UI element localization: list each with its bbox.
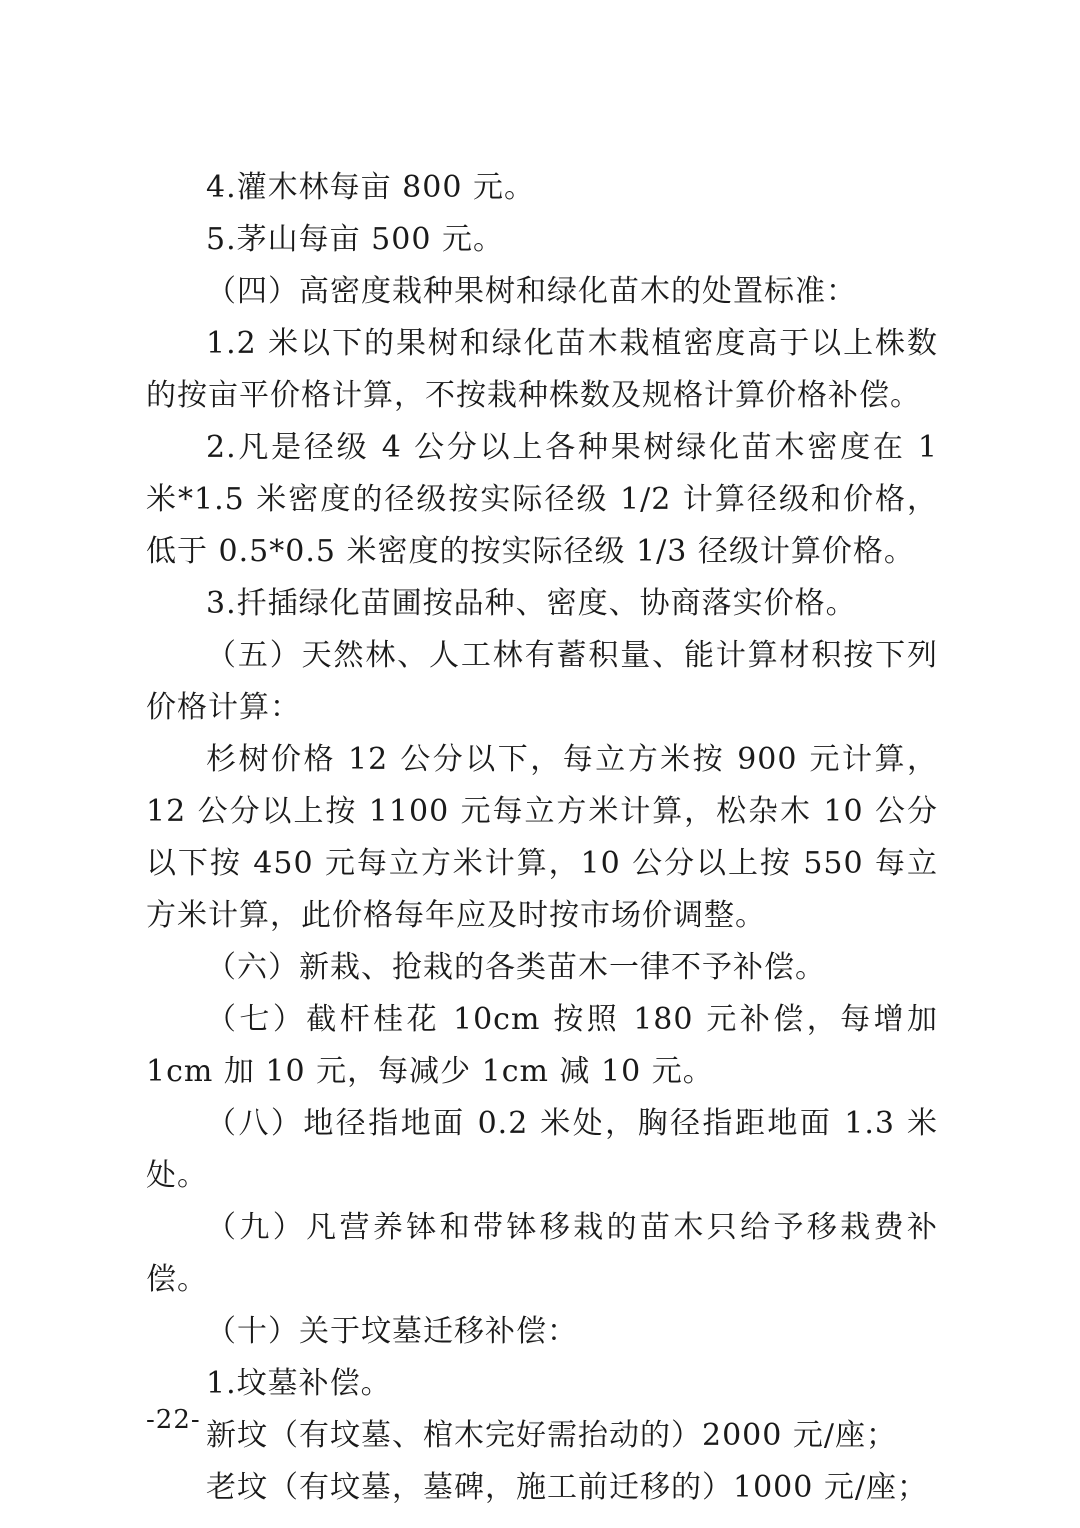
page-number: -22- xyxy=(146,1405,201,1435)
section-new-planting: （六）新栽、抢栽的各类苗木一律不予补偿。 xyxy=(206,950,826,985)
paragraph-high-density-rule-2: 2.凡是径级 4 公分以上各种果树绿化苗木密度在 1 米*1.5 米密度的径级按实际径级 1/2 计算径级和价格，低于 0.5*0.5 米密度的按实际径级 1/3 径级计算价格。 xyxy=(146,430,938,569)
paragraph-grassland-rate: 5.茅山每亩 500 元。 xyxy=(206,222,504,257)
section-heading-grave-relocation: （十）关于坟墓迁移补偿： xyxy=(206,1314,578,1349)
paragraph-timber-prices: 杉树价格 12 公分以下，每立方米按 900 元计算，12 公分以上按 1100 元每立方米计算，松杂木 10 公分以下按 450 元每立方米计算，10 公分以上按 550 每立方米计算，此价格每年应及时按市场价调整。 xyxy=(146,742,938,933)
body-text xyxy=(146,162,938,1514)
section-pot-seedlings: （九）凡营养钵和带钵移栽的苗木只给予移栽费补偿。 xyxy=(146,1210,938,1297)
paragraph-new-grave-rate: 新坟（有坟墓、棺木完好需抬动的）2000 元/座； xyxy=(206,1418,897,1453)
section-osmanthus: （七）截杆桂花 10cm 按照 180 元补偿，每增加 1cm 加 10 元，每减少 1cm 减 10 元。 xyxy=(146,1002,938,1089)
section-heading-high-density: （四）高密度栽种果树和绿化苗木的处置标准： xyxy=(206,274,857,309)
paragraph-high-density-rule-3: 3.扦插绿化苗圃按品种、密度、协商落实价格。 xyxy=(206,586,857,621)
paragraph-grave-compensation: 1.坟墓补偿。 xyxy=(206,1366,392,1401)
paragraph-old-grave-rate: 老坟（有坟墓，墓碑，施工前迁移的）1000 元/座； xyxy=(206,1470,928,1505)
paragraph-shrubland-rate: 4.灌木林每亩 800 元。 xyxy=(206,170,535,205)
paragraph-high-density-rule-1: 1.2 米以下的果树和绿化苗木栽植密度高于以上株数的按亩平价格计算，不按栽种株数及规格计算价格补偿。 xyxy=(146,326,938,413)
section-diameter-definition: （八）地径指地面 0.2 米处，胸径指距地面 1.3 米处。 xyxy=(146,1106,938,1193)
section-heading-timber-volume: （五）天然林、人工林有蓄积量、能计算材积按下列价格计算： xyxy=(146,638,938,725)
